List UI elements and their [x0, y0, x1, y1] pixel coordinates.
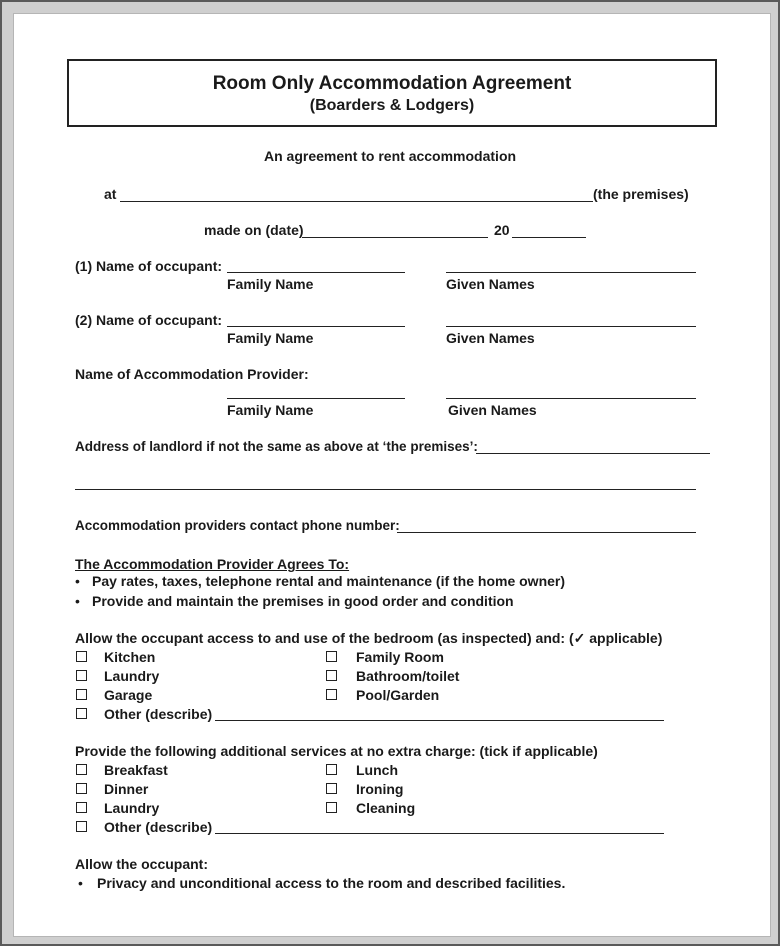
year-label: 20: [494, 222, 510, 238]
phone-line[interactable]: [397, 532, 696, 533]
provider-agrees-item: Provide and maintain the premises in good order and condition: [92, 593, 514, 609]
document-page: [14, 14, 770, 936]
services-option-label: Dinner: [104, 781, 149, 797]
year-line[interactable]: [512, 237, 586, 238]
bullet-icon: •: [78, 875, 83, 891]
services-option-label: Ironing: [356, 781, 404, 797]
access-heading: Allow the occupant access to and use of the bedroom (as inspected) and: (✓ applicable): [75, 630, 663, 646]
intro-text: An agreement to rent accommodation: [264, 148, 517, 164]
premises-label: (the premises): [593, 186, 689, 202]
services-option-label: Laundry: [104, 800, 160, 816]
provider-family-caption: Family Name: [227, 402, 314, 418]
phone-label: Accommodation providers contact phone number:: [75, 518, 400, 533]
provider-given-line[interactable]: [446, 398, 696, 399]
access-option-label: Other (describe): [104, 706, 213, 722]
access-option-label: Kitchen: [104, 649, 156, 665]
occupant1-family-caption: Family Name: [227, 276, 314, 292]
occupant1-given-caption: Given Names: [446, 276, 535, 292]
checkbox-dinner[interactable]: [76, 783, 87, 794]
checkbox-breakfast[interactable]: [76, 764, 87, 775]
access-option-label: Garage: [104, 687, 153, 703]
occupant1-family-line[interactable]: [227, 272, 405, 273]
occupant2-given-caption: Given Names: [446, 330, 535, 346]
at-label: at: [104, 186, 117, 202]
checkbox-laundry[interactable]: [76, 670, 87, 681]
premises-line[interactable]: [120, 201, 593, 202]
document-title: Room Only Accommodation Agreement: [212, 73, 572, 94]
title-box: [67, 59, 717, 127]
checkbox-garage[interactable]: [76, 689, 87, 700]
occupant2-given-line[interactable]: [446, 326, 696, 327]
access-other-line[interactable]: [215, 720, 664, 721]
occupant2-family-line[interactable]: [227, 326, 405, 327]
occupant2-label: (2) Name of occupant:: [75, 312, 223, 328]
provider-family-line[interactable]: [227, 398, 405, 399]
checkbox-kitchen[interactable]: [76, 651, 87, 662]
occupant1-label: (1) Name of occupant:: [75, 258, 223, 274]
provider-label: Name of Accommodation Provider:: [75, 366, 309, 382]
landlord-address-line-2[interactable]: [75, 489, 696, 490]
provider-given-caption: Given Names: [448, 402, 537, 418]
occupant1-given-line[interactable]: [446, 272, 696, 273]
services-option-label: Lunch: [356, 762, 398, 778]
checkbox-pool-garden[interactable]: [326, 689, 337, 700]
services-option-label: Other (describe): [104, 819, 213, 835]
access-option-label: Family Room: [356, 649, 444, 665]
checkbox-services-other[interactable]: [76, 821, 87, 832]
access-option-label: Laundry: [104, 668, 160, 684]
checkbox-access-other[interactable]: [76, 708, 87, 719]
provider-agrees-item: Pay rates, taxes, telephone rental and maintenance (if the home owner): [92, 573, 566, 589]
checkbox-bathroom[interactable]: [326, 670, 337, 681]
occupant2-family-caption: Family Name: [227, 330, 314, 346]
checkbox-services-laundry[interactable]: [76, 802, 87, 813]
bullet-icon: •: [75, 573, 80, 589]
date-line[interactable]: [302, 237, 488, 238]
landlord-address-label: Address of landlord if not the same as above at ‘the premises’:: [75, 439, 478, 454]
allow-item: Privacy and unconditional access to the room and described facilities.: [97, 875, 566, 891]
checkbox-family-room[interactable]: [326, 651, 337, 662]
services-option-label: Cleaning: [356, 800, 416, 816]
services-heading: Provide the following additional services at no extra charge: (tick if applicable): [75, 743, 598, 759]
checkbox-cleaning[interactable]: [326, 802, 337, 813]
services-option-label: Breakfast: [104, 762, 168, 778]
document-subtitle: (Boarders & Lodgers): [309, 97, 475, 114]
services-other-line[interactable]: [215, 833, 664, 834]
allow-heading: Allow the occupant:: [75, 856, 208, 872]
checkbox-ironing[interactable]: [326, 783, 337, 794]
made-on-label: made on (date): [204, 222, 304, 238]
access-option-label: Bathroom/toilet: [356, 668, 460, 684]
access-option-label: Pool/Garden: [356, 687, 440, 703]
provider-agrees-heading: The Accommodation Provider Agrees To:: [75, 556, 350, 572]
bullet-icon: •: [75, 593, 80, 609]
checkbox-lunch[interactable]: [326, 764, 337, 775]
landlord-address-line-1[interactable]: [476, 453, 710, 454]
